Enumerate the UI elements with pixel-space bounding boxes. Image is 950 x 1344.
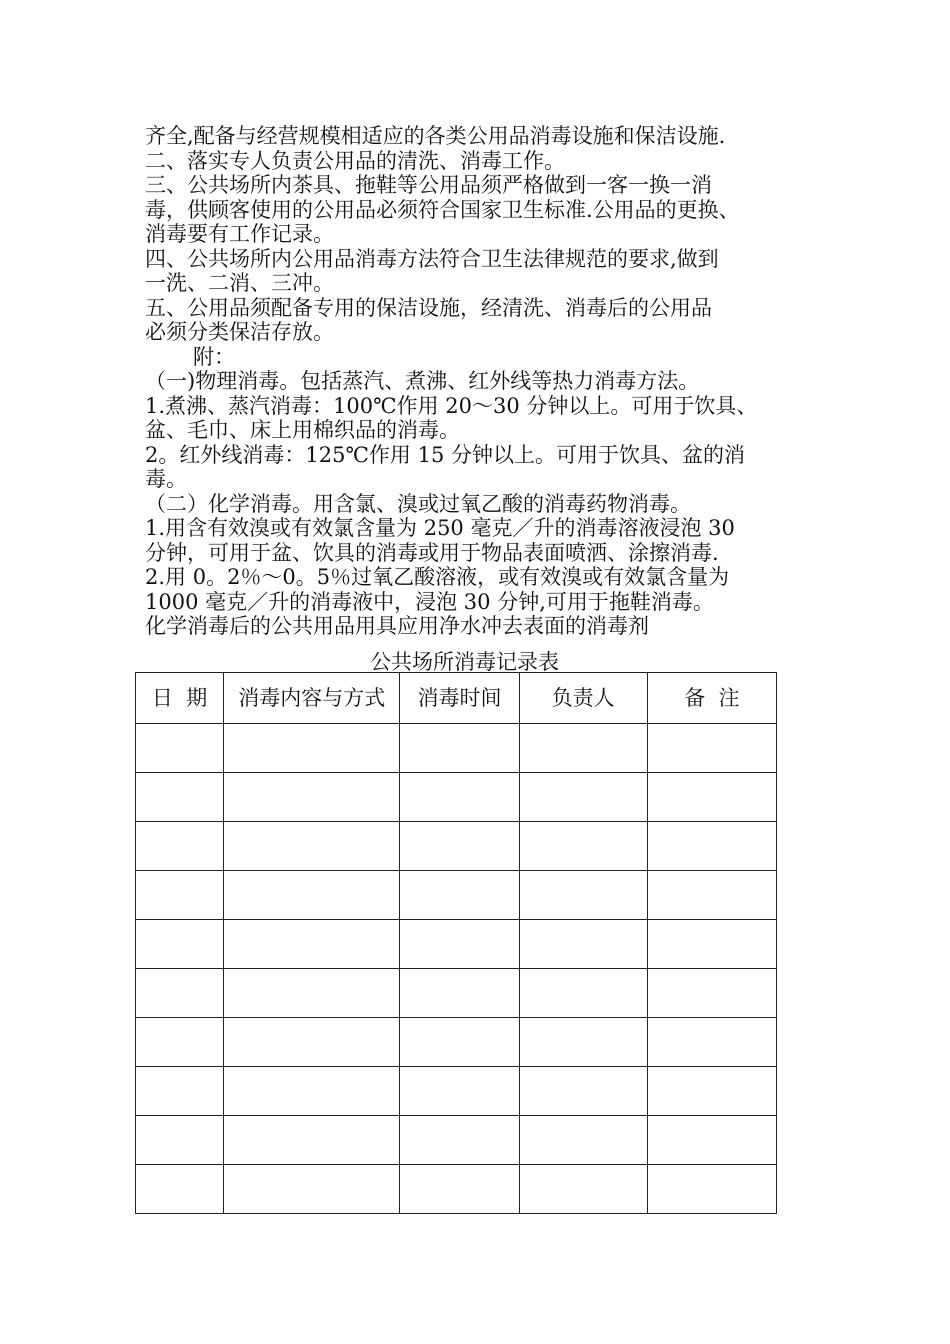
paragraph-line: （一)物理消毒。包括蒸汽、煮沸、红外线等热力消毒方法。 xyxy=(145,369,700,393)
cell-date xyxy=(136,724,224,773)
table-row xyxy=(136,871,777,920)
paragraph-line: 二、落实专人负责公用品的清洗、消毒工作。 xyxy=(145,148,565,173)
cell-responsible-person xyxy=(519,969,647,1018)
cell-content-method xyxy=(224,1018,400,1067)
table-row xyxy=(136,724,777,773)
disinfection-record-table xyxy=(135,672,777,1214)
cell-time xyxy=(400,920,519,969)
paragraph-line: 一洗、二消、三冲。 xyxy=(145,271,334,295)
cell-responsible-person xyxy=(519,1116,647,1165)
paragraph-line: 三、公共场所内茶具、拖鞋等公用品须严格做到一客一换一消 xyxy=(145,173,712,197)
paragraph-line: 2.用 0。2％～0。5％过氧乙酸溶液，或有效溴或有效氯含量为 xyxy=(145,565,730,589)
cell-time xyxy=(400,773,519,822)
cell-date xyxy=(136,920,224,969)
cell-responsible-person xyxy=(519,724,647,773)
paragraph-line: 必须分类保洁存放。 xyxy=(145,320,334,344)
paragraph-line: 四、公共场所内公用品消毒方法符合卫生法律规范的要求,做到 xyxy=(145,246,719,271)
header-responsible-person: 负责人 xyxy=(519,673,647,724)
cell-remarks xyxy=(647,1116,776,1165)
cell-remarks xyxy=(647,724,776,773)
table-title: 公共场所消毒记录表 xyxy=(370,650,559,674)
cell-content-method xyxy=(224,1116,400,1165)
cell-remarks xyxy=(647,1067,776,1116)
header-date: 日 期 xyxy=(136,673,224,724)
paragraph-line: 毒。 xyxy=(145,467,187,491)
paragraph-line: 分钟，可用于盆、饮具的消毒或用于物品表面喷洒、涂擦消毒. xyxy=(145,540,719,565)
cell-remarks xyxy=(647,1165,776,1214)
paragraph-line: 2。红外线消毒：125℃作用 15 分钟以上。可用于饮具、盆的消 xyxy=(145,442,746,467)
cell-remarks xyxy=(647,969,776,1018)
cell-content-method xyxy=(224,822,400,871)
cell-responsible-person xyxy=(519,773,647,822)
cell-date xyxy=(136,822,224,871)
table-row xyxy=(136,822,777,871)
table-header-row xyxy=(136,673,777,724)
cell-date xyxy=(136,1067,224,1116)
cell-date xyxy=(136,969,224,1018)
header-remarks: 备 注 xyxy=(647,673,776,724)
table-row xyxy=(136,1067,777,1116)
paragraph-line: 毒，供顾客使用的公用品必须符合国家卫生标准.公用品的更换、 xyxy=(145,197,740,222)
paragraph-line: 1000 毫克／升的消毒液中，浸泡 30 分钟,可用于拖鞋消毒。 xyxy=(145,589,714,614)
cell-remarks xyxy=(647,920,776,969)
cell-remarks xyxy=(647,871,776,920)
paragraph-line: 齐全,配备与经营规模相适应的各类公用品消毒设施和保洁设施. xyxy=(145,124,726,148)
cell-responsible-person xyxy=(519,822,647,871)
cell-time xyxy=(400,1067,519,1116)
cell-responsible-person xyxy=(519,1018,647,1067)
cell-time xyxy=(400,969,519,1018)
cell-content-method xyxy=(224,1067,400,1116)
cell-date xyxy=(136,871,224,920)
table-row xyxy=(136,1165,777,1214)
cell-content-method xyxy=(224,969,400,1018)
table-row xyxy=(136,920,777,969)
paragraph-line: 1.煮沸、蒸汽消毒：100℃作用 20～30 分钟以上。可用于饮具、 xyxy=(145,393,758,418)
cell-date xyxy=(136,1165,224,1214)
cell-time xyxy=(400,822,519,871)
paragraph-line: 消毒要有工作记录。 xyxy=(145,222,334,246)
paragraph-line: 五、公用品须配备专用的保洁设施，经清洗、消毒后的公用品 xyxy=(145,295,712,320)
cell-remarks xyxy=(647,773,776,822)
table-body xyxy=(136,724,777,1214)
cell-content-method xyxy=(224,1165,400,1214)
cell-content-method xyxy=(224,920,400,969)
table-row xyxy=(136,773,777,822)
cell-responsible-person xyxy=(519,871,647,920)
cell-date xyxy=(136,1116,224,1165)
cell-responsible-person xyxy=(519,920,647,969)
paragraph-line: （二）化学消毒。用含氯、溴或过氧乙酸的消毒药物消毒。 xyxy=(145,491,691,516)
cell-content-method xyxy=(224,871,400,920)
paragraph-line: 盆、毛巾、床上用棉织品的消毒。 xyxy=(145,418,460,442)
table-row xyxy=(136,1018,777,1067)
header-time: 消毒时间 xyxy=(400,673,519,724)
cell-time xyxy=(400,1116,519,1165)
paragraph-line: 1.用含有效溴或有效氯含量为 250 毫克／升的消毒溶液浸泡 30 xyxy=(145,516,735,540)
cell-remarks xyxy=(647,822,776,871)
cell-content-method xyxy=(224,724,400,773)
cell-responsible-person xyxy=(519,1067,647,1116)
cell-date xyxy=(136,1018,224,1067)
document-body xyxy=(145,124,835,639)
cell-time xyxy=(400,1018,519,1067)
cell-time xyxy=(400,871,519,920)
table-row xyxy=(136,1116,777,1165)
cell-remarks xyxy=(647,1018,776,1067)
cell-time xyxy=(400,1165,519,1214)
cell-content-method xyxy=(224,773,400,822)
table-row xyxy=(136,969,777,1018)
cell-responsible-person xyxy=(519,1165,647,1214)
paragraph-line: 化学消毒后的公共用品用具应用净水冲去表面的消毒剂 xyxy=(145,614,649,638)
cell-date xyxy=(136,773,224,822)
attachment-heading: 附： xyxy=(193,344,235,369)
cell-time xyxy=(400,724,519,773)
header-content-method: 消毒内容与方式 xyxy=(224,673,400,724)
